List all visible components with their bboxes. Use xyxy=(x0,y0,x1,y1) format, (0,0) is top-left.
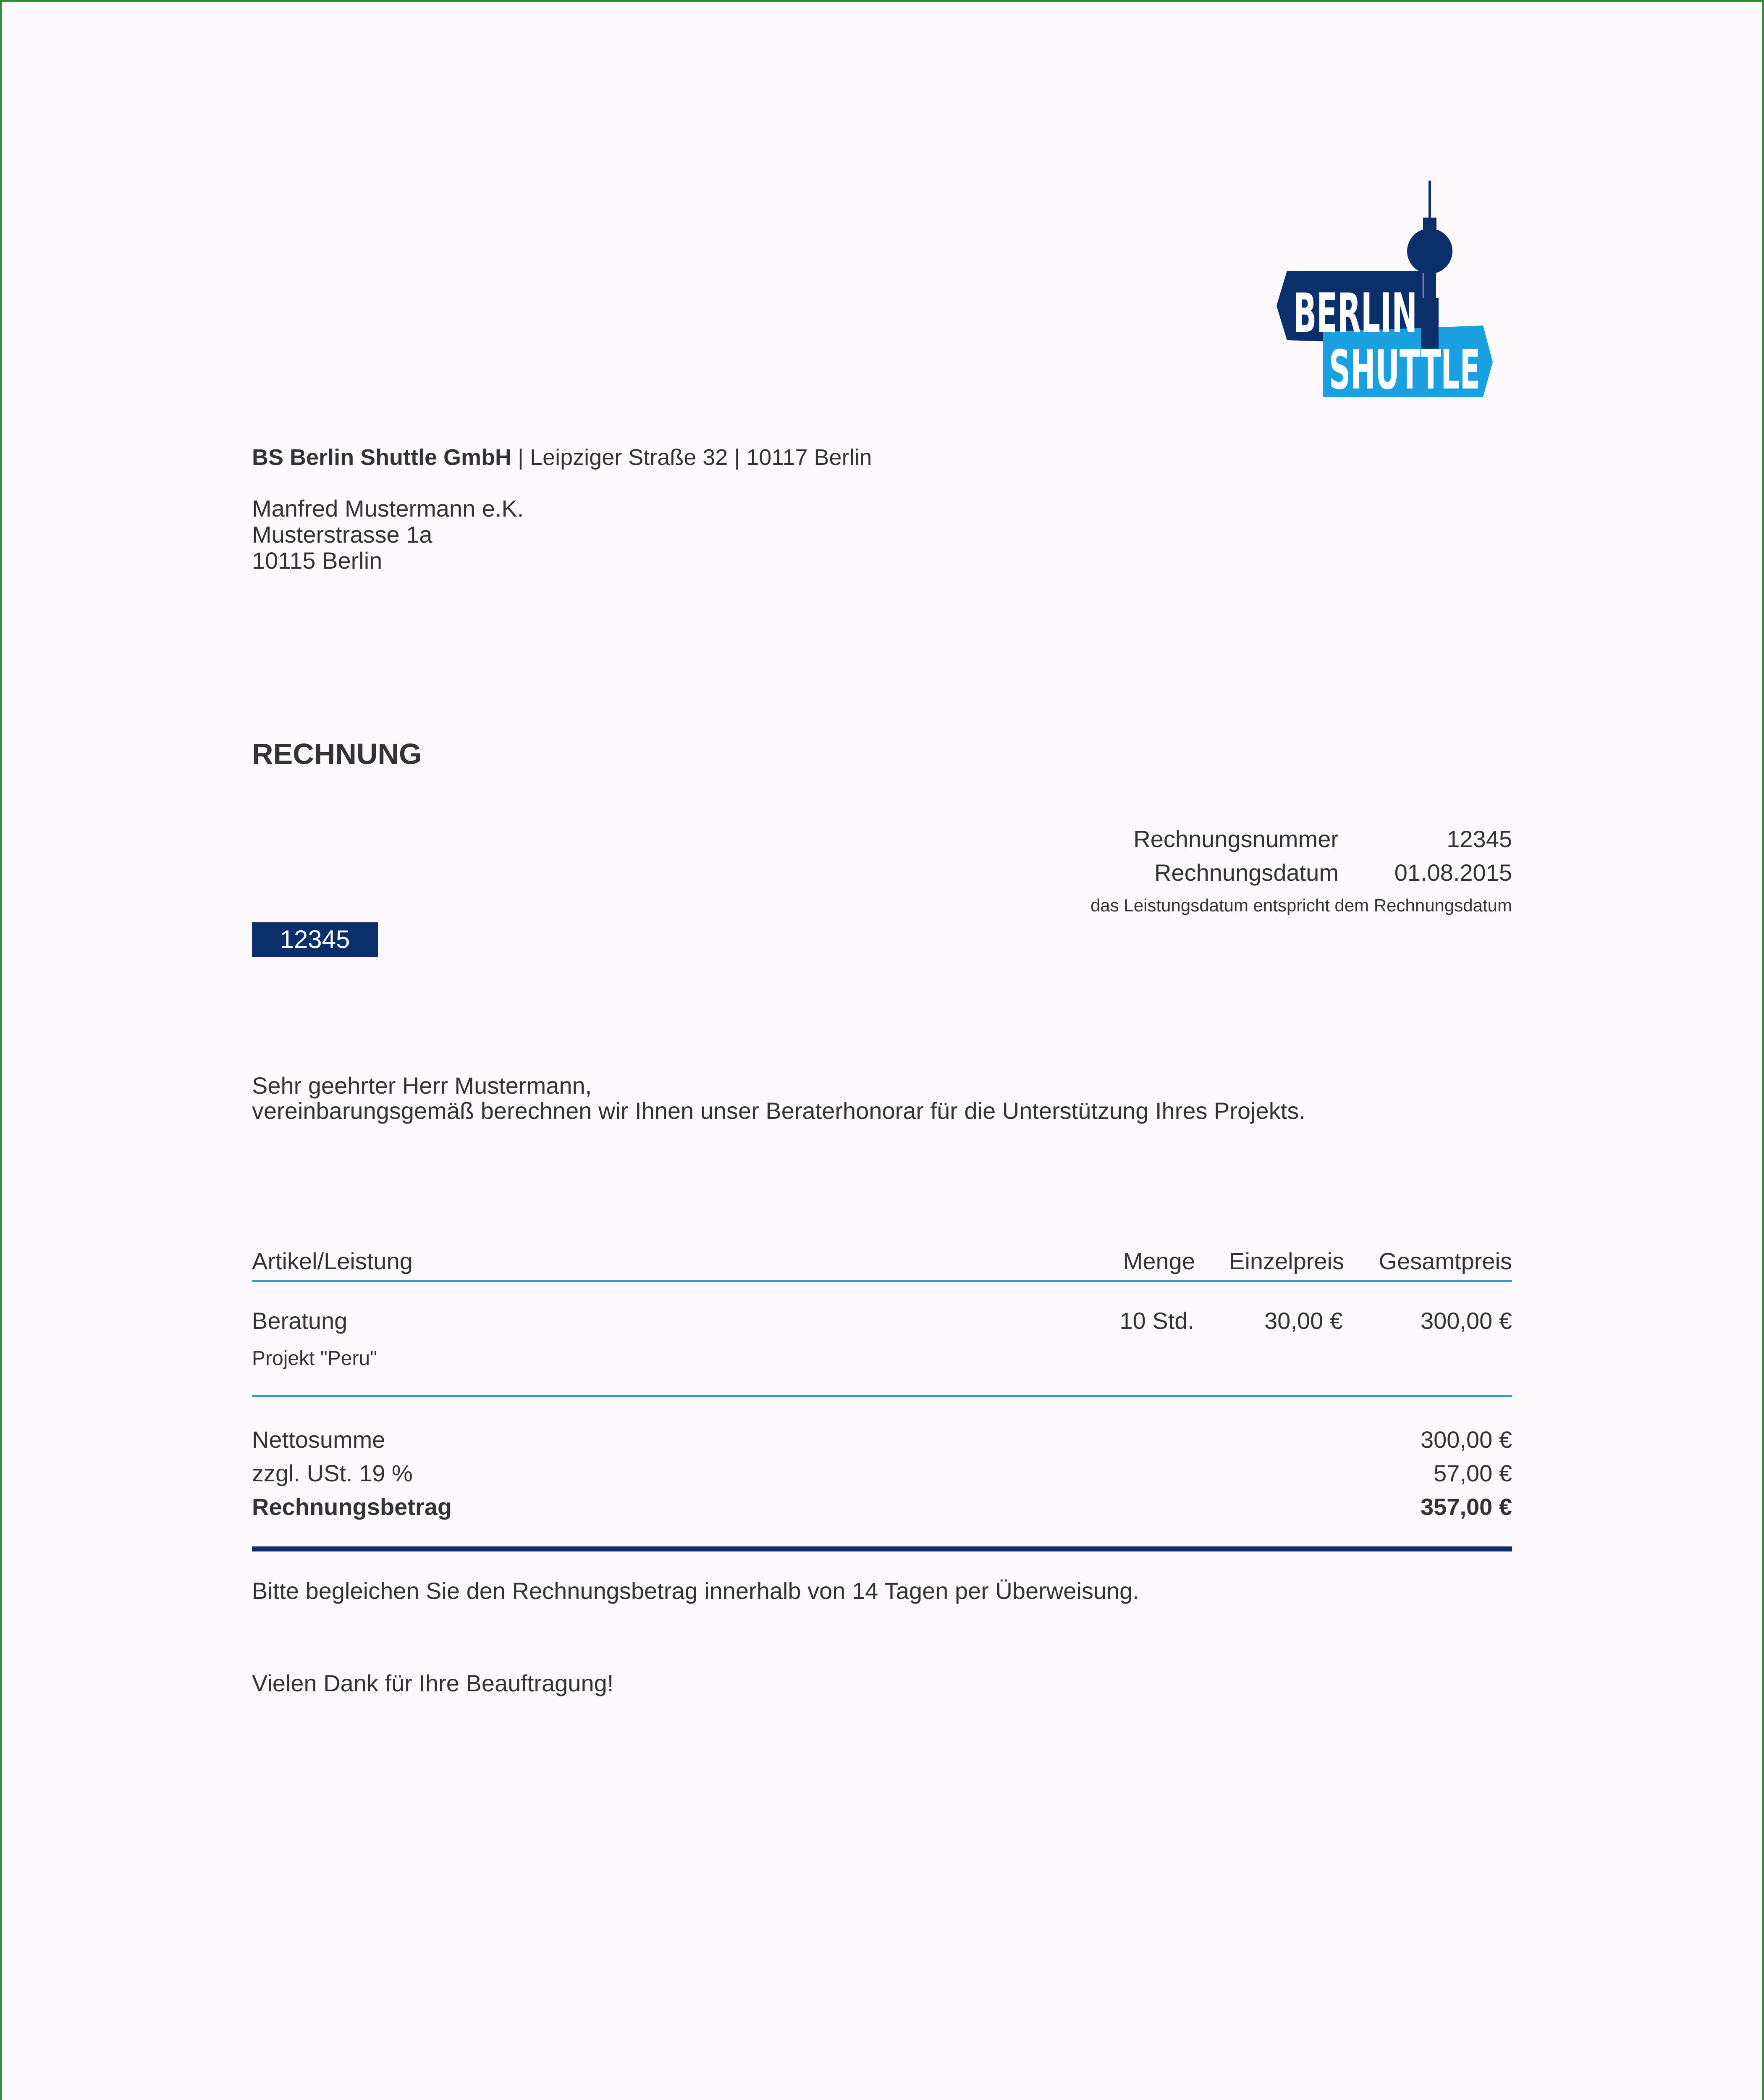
net-sum-value: 300,00 € xyxy=(1421,1426,1512,1453)
invoice-number-badge: 12345 xyxy=(252,922,378,957)
invoice-total-label: Rechnungsbetrag xyxy=(252,1494,452,1520)
sender-line xyxy=(252,444,872,470)
net-sum-label: Nettosumme xyxy=(252,1426,385,1453)
row-total: 300,00 € xyxy=(1421,1307,1512,1334)
letter-body xyxy=(252,1073,1305,1124)
invoice-number-value: 12345 xyxy=(1447,826,1512,852)
tax-label: zzgl. USt. 19 % xyxy=(252,1460,413,1486)
tv-tower-shaft xyxy=(1423,271,1436,300)
service-date-note: das Leistungsdatum entspricht dem Rechnungsdatum xyxy=(1090,895,1512,915)
table-header-unit-price: Einzelpreis xyxy=(1229,1248,1344,1274)
invoice-date-value: 01.08.2015 xyxy=(1394,859,1512,886)
recipient-street: Musterstrasse 1a xyxy=(252,521,432,548)
table-header-item: Artikel/Leistung xyxy=(252,1248,413,1274)
recipient-city: 10115 Berlin xyxy=(252,547,383,574)
table-header-quantity: Menge xyxy=(1123,1248,1195,1274)
document-title: RECHNUNG xyxy=(252,738,422,770)
berlin-shuttle-logo xyxy=(1276,181,1495,403)
invoice-total-value: 357,00 € xyxy=(1421,1494,1512,1520)
recipient-address xyxy=(252,496,524,574)
tv-tower-sphere xyxy=(1407,228,1452,274)
logo-text-shuttle: SHUTTLE xyxy=(1329,339,1480,402)
letter-greeting: Sehr geehrter Herr Mustermann, xyxy=(252,1072,592,1099)
invoice-number-label: Rechnungsnummer xyxy=(1133,826,1339,852)
letter-intro: vereinbarungsgemäß berechnen wir Ihnen unser Beraterhonorar für die Unterstützung Ihres Projekts. xyxy=(252,1097,1305,1124)
row-item: Beratung xyxy=(252,1307,348,1334)
payment-terms: Bitte begleichen Sie den Rechnungsbetrag innerhalb von 14 Tagen per Überweisung. xyxy=(252,1578,1139,1604)
table-header-divider xyxy=(252,1280,1512,1282)
row-quantity: 10 Std. xyxy=(1119,1307,1194,1334)
thanks-line: Vielen Dank für Ihre Beauftragung! xyxy=(252,1670,614,1696)
sender-address: | Leipziger Straße 32 | 10117 Berlin xyxy=(511,445,872,470)
tax-value: 57,00 € xyxy=(1434,1460,1512,1486)
row-unit-price: 30,00 € xyxy=(1264,1307,1343,1334)
row-description: Projekt "Peru" xyxy=(252,1347,377,1370)
totals-divider xyxy=(252,1546,1512,1551)
tv-tower-antenna xyxy=(1428,181,1431,220)
logo-text-berlin: BERLIN xyxy=(1293,282,1417,345)
sender-company: BS Berlin Shuttle GmbH xyxy=(252,445,512,470)
table-body-divider xyxy=(252,1395,1512,1397)
table-header-total: Gesamtpreis xyxy=(1379,1248,1512,1274)
invoice-date-label: Rechnungsdatum xyxy=(1154,859,1339,886)
recipient-name: Manfred Mustermann e.K. xyxy=(252,495,524,522)
